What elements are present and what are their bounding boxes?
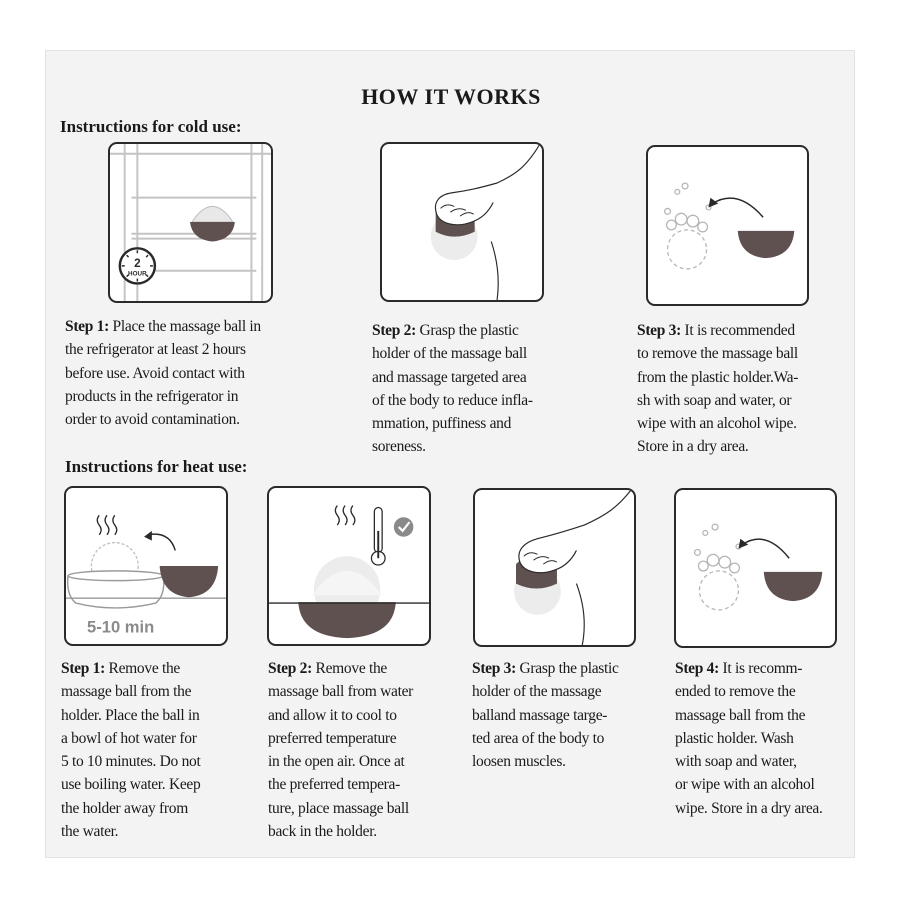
duration-label: 5-10 min bbox=[87, 617, 155, 637]
cold-step-2 bbox=[372, 319, 582, 459]
steam-icon bbox=[335, 506, 355, 526]
heat-step2-illustration bbox=[267, 486, 431, 646]
heat-step-3 bbox=[472, 657, 672, 773]
timer-number: 2 bbox=[134, 256, 141, 270]
cold-step-1 bbox=[65, 315, 295, 431]
hand-ball-icon bbox=[382, 144, 542, 300]
step-label: Step 1: bbox=[65, 318, 109, 335]
step-text: It is recommended to remove the massage ball from the plastic holder.Wa- sh with soap and water, or wipe with an alcohol wipe. Store in a dry area. bbox=[637, 322, 799, 456]
hand-ball-icon bbox=[475, 490, 634, 645]
step-label: Step 2: bbox=[268, 660, 312, 677]
step-text: Place the massage ball in the refrigerator at least 2 hours before use. Avoid contact with products in the refrigerator in order to avoid contamination. bbox=[65, 318, 261, 429]
heat-step-1 bbox=[61, 657, 261, 843]
cold-step-3 bbox=[637, 319, 847, 459]
step-text: Remove the massage ball from the holder. Place the ball in a bowl of hot water for 5 to 10 minutes. Do not use boiling water. Keep the holder away from the water. bbox=[61, 660, 201, 841]
heat-step-2 bbox=[268, 657, 468, 843]
cold-use-heading: Instructions for cold use: bbox=[60, 117, 242, 136]
step-text: It is recomm- ended to remove the massage ball from the plastic holder. Wash with soap and water, or wipe with an alcohol wipe. Store in a dry area. bbox=[675, 660, 823, 817]
instruction-card bbox=[45, 50, 855, 858]
heat-step1-illustration bbox=[64, 486, 228, 646]
cold-step3-illustration bbox=[646, 145, 809, 306]
arrow-icon bbox=[742, 539, 789, 558]
steam-icon bbox=[97, 515, 117, 535]
step-text: Remove the massage ball from water and allow it to cool to preferred temperature in the open air. Once at the preferred tempera- ture, place massage ball back in the holder. bbox=[268, 660, 414, 841]
bowl-icon bbox=[66, 488, 226, 644]
step-text: Grasp the plastic holder of the massage balland massage targe- ted area of the body to loosen muscles. bbox=[472, 660, 619, 771]
heat-step-4 bbox=[675, 657, 855, 820]
step-label: Step 2: bbox=[372, 322, 416, 339]
step-label: Step 3: bbox=[637, 322, 681, 339]
refrigerator-icon bbox=[110, 144, 271, 301]
step-text: Grasp the plastic holder of the massage ball and massage targeted area of the body to reduce infla- mmation, puffiness and soreness. bbox=[372, 322, 533, 456]
soap-bubbles-icon bbox=[676, 490, 835, 646]
cold-step1-illustration bbox=[108, 142, 273, 303]
step-label: Step 3: bbox=[472, 660, 516, 677]
arrow-icon bbox=[148, 534, 175, 550]
check-icon bbox=[394, 517, 414, 537]
page-title: HOW IT WORKS bbox=[361, 84, 541, 109]
thermometer-icon bbox=[371, 508, 385, 566]
heat-step3-illustration bbox=[473, 488, 636, 647]
cold-step2-illustration bbox=[380, 142, 544, 302]
heat-use-heading: Instructions for heat use: bbox=[65, 457, 248, 476]
soap-bubbles-icon bbox=[648, 147, 807, 304]
heat-step4-illustration bbox=[674, 488, 837, 648]
step-label: Step 1: bbox=[61, 660, 105, 677]
clock-icon bbox=[120, 248, 155, 283]
timer-unit: HOUR bbox=[128, 270, 147, 278]
step-label: Step 4: bbox=[675, 660, 719, 677]
arrow-icon bbox=[712, 198, 763, 217]
